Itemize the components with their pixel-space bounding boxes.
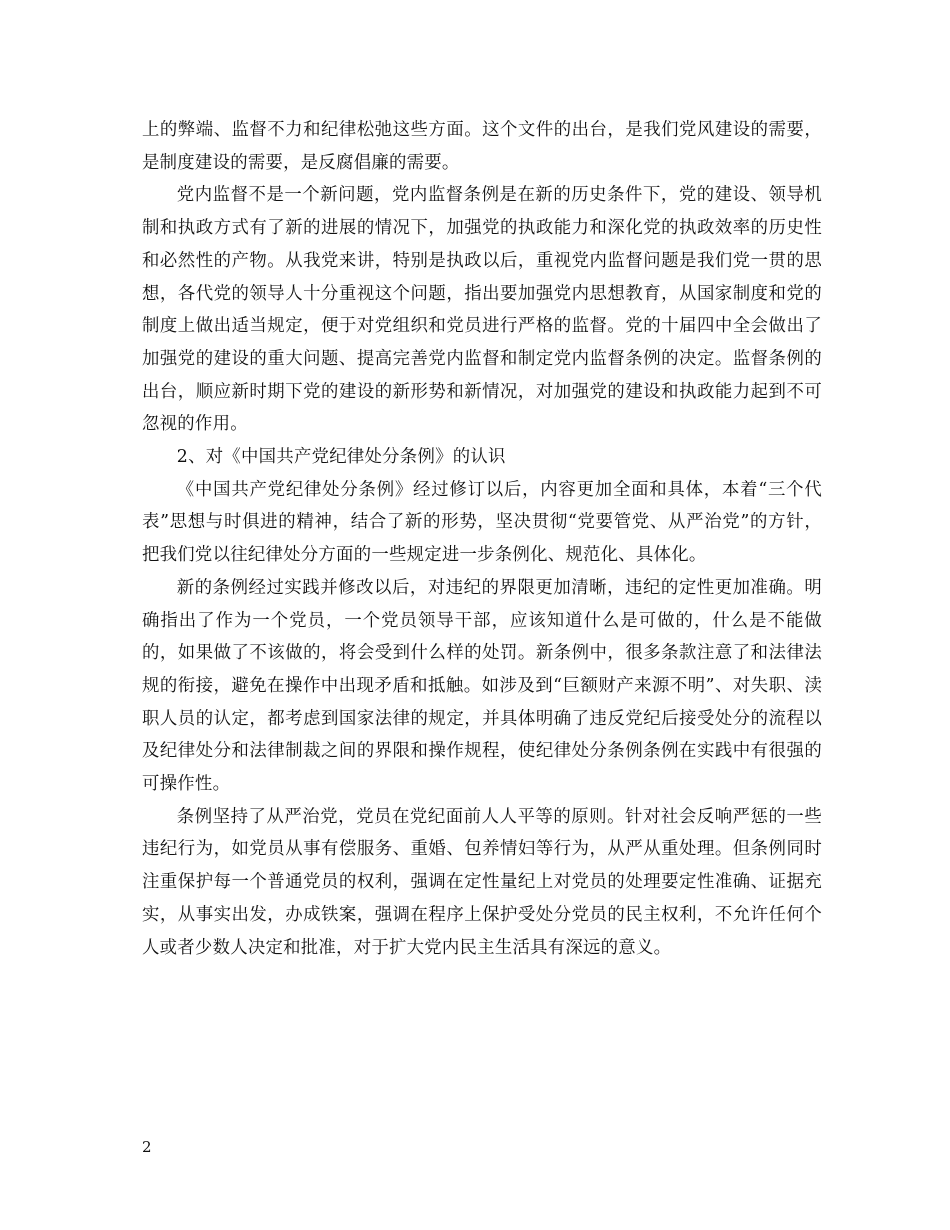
- paragraph-5: 条例坚持了从严治党，党员在党纪面前人人平等的原则。针对社会反响严惩的一些违纪行为，如党员从事有偿服务、重婚、包养情妇等行为，从严从重处理。但条例同时注重保护每一个普通党员的权利，强调在定性量纪上对党员的处理要定性准确、证据充实，从事实出发，办成铁案，强调在程序上保护受处分党员的民主权利，不允许任何个人或者少数人决定和批准，对于扩大党内民主生活具有深远的意义。: [142, 806, 822, 958]
- paragraph-4: 新的条例经过实践并修改以后，对违纪的界限更加清晰，违纪的定性更加准确。明确指出了作为一个党员，一个党员领导干部，应该知道什么是可做的，什么是不能做的，如果做了不该做的，将会受到什么样的处罚。新条例中，很多条款注意了和法律法规的衔接，避免在操作中出现矛盾和抵触。如涉及到“巨额财产来源不明”、对失职、渎职人员的认定，都考虑到国家法律的规定，并具体明确了违反党纪后接受处分的流程以及纪律处分和法律制裁之间的界限和操作规程，使纪律处分条例条例在实践中有很强的可操作性。: [142, 577, 822, 795]
- paragraph-2: 党内监督不是一个新问题，党内监督条例是在新的历史条件下，党的建设、领导机制和执政方式有了新的进展的情况下，加强党的执政能力和深化党的执政效率的历史性和必然性的产物。从我党来讲，特别是执政以后，重视党内监督问题是我们党一贯的思想，各代党的领导人十分重视这个问题，指出要加强党内思想教育，从国家制度和党的制度上做出适当规定，便于对党组织和党员进行严格的监督。党的十届四中全会做出了加强党的建设的重大问题、提高完善党内监督和制定党内监督条例的决定。监督条例的出台，顺应新时期下党的建设的新形势和新情况，对加强党的建设和执政能力起到不可忽视的作用。: [142, 185, 822, 435]
- section-heading: 2、对《中国共产党纪律处分条例》的认识: [176, 447, 506, 468]
- paragraph-3: 《中国共产党纪律处分条例》经过修订以后，内容更加全面和具体，本着“三个代表”思想与时俱进的精神，结合了新的形势，坚决贯彻“党要管党、从严治党”的方针，把我们党以往纪律处分方面的一些规定进一步条例化、规范化、具体化。: [142, 479, 822, 566]
- paragraph-1: 上的弊端、监督不力和纪律松弛这些方面。这个文件的出台，是我们党风建设的需要，是制度建设的需要，是反腐倡廉的需要。: [142, 120, 822, 173]
- page-number: 2: [142, 1138, 152, 1156]
- body-text: [142, 114, 822, 964]
